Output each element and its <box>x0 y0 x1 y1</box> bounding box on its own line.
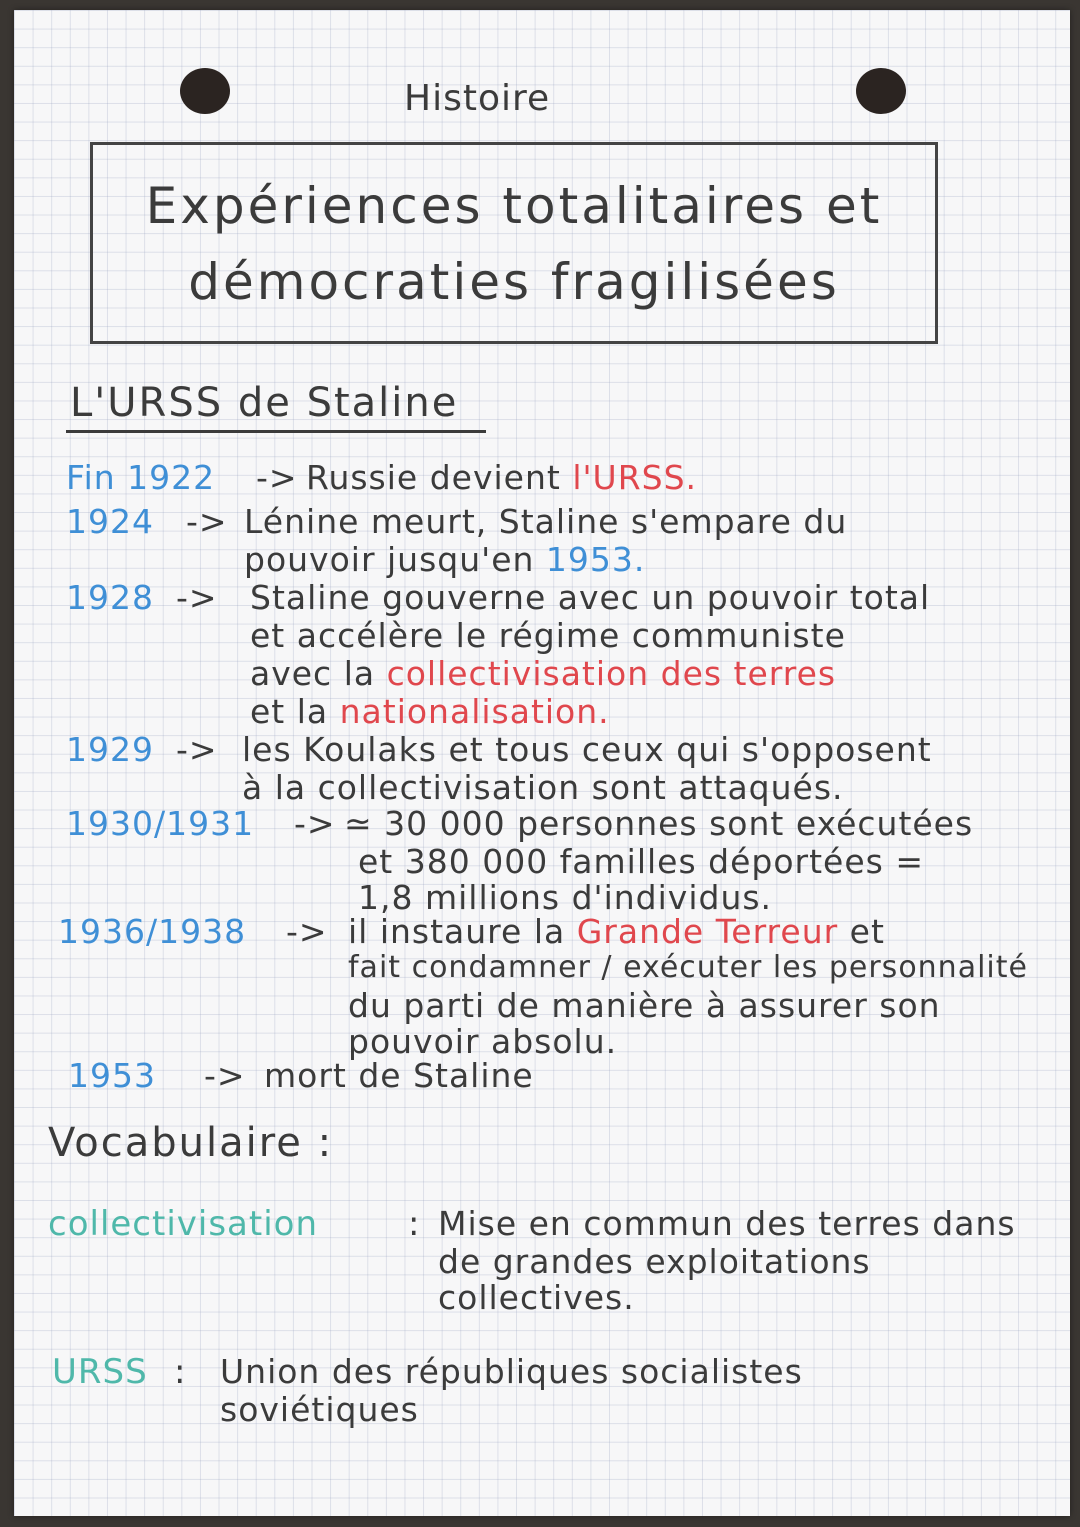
vocab-definition: soviétiques <box>220 1390 419 1429</box>
timeline-text: mort de Staline <box>264 1056 534 1095</box>
vocab-definition: Union des républiques socialistes <box>220 1352 803 1391</box>
highlight-year: 1953. <box>545 540 646 579</box>
title-box <box>90 142 938 344</box>
arrow: -> <box>294 804 336 843</box>
timeline-text: pouvoir jusqu'en 1953. <box>244 540 646 579</box>
timeline-text: les Koulaks et tous ceux qui s'opposent <box>242 730 932 769</box>
title-line-1: Expériences totalitaires et <box>145 177 883 235</box>
timeline-year: 1929 <box>66 730 154 769</box>
timeline-text: et accélère le régime communiste <box>250 616 846 655</box>
highlight-text: collectivisation des terres <box>386 654 837 693</box>
arrow: -> <box>176 730 218 769</box>
timeline-year: 1924 <box>66 502 154 541</box>
timeline-text: et 380 000 familles déportées = <box>358 842 924 881</box>
timeline-text: Lénine meurt, Staline s'empare du <box>244 502 848 541</box>
timeline-year: 1953 <box>68 1056 156 1095</box>
timeline-year: 1928 <box>66 578 154 617</box>
timeline-text: à la collectivisation sont attaqués. <box>242 768 844 807</box>
timeline-text: 1,8 millions d'individus. <box>358 878 773 917</box>
timeline-year: 1936/1938 <box>58 912 247 951</box>
notebook-page <box>14 10 1070 1516</box>
subject-label: Histoire <box>404 78 551 119</box>
timeline-text: il instaure la Grande Terreur et <box>348 912 885 951</box>
vocab-term: collectivisation <box>48 1204 319 1244</box>
timeline-text: fait condamner / exécuter les personnalité <box>348 950 1028 985</box>
section-underline <box>66 430 486 433</box>
arrow: -> <box>186 502 228 541</box>
colon: : <box>174 1352 186 1392</box>
timeline-text: Staline gouverne avec un pouvoir total <box>250 578 931 617</box>
arrow: -> <box>204 1056 246 1095</box>
highlight-text: nationalisation. <box>339 692 610 731</box>
vocabulary-heading: Vocabulaire : <box>48 1120 334 1166</box>
colon: : <box>408 1204 420 1244</box>
timeline-year: Fin 1922 <box>66 458 216 497</box>
timeline-text: avec la collectivisation des terres <box>250 654 837 693</box>
vocab-definition: de grandes exploitations <box>438 1242 871 1281</box>
timeline-year: 1930/1931 <box>66 804 255 843</box>
arrow: -> <box>286 912 328 951</box>
punch-hole <box>856 68 906 114</box>
section-heading: L'URSS de Staline <box>70 380 459 426</box>
timeline-text: Russie devient l'URSS. <box>306 458 698 497</box>
vocab-term: URSS <box>52 1352 148 1392</box>
vocab-definition: Mise en commun des terres dans <box>438 1204 1016 1243</box>
punch-hole <box>180 68 230 114</box>
arrow: -> <box>256 458 298 497</box>
timeline-text: et la nationalisation. <box>250 692 610 731</box>
arrow: -> <box>176 578 218 617</box>
timeline-text: ≃ 30 000 personnes sont exécutées <box>344 804 974 843</box>
highlight-text: l'URSS. <box>572 458 698 497</box>
highlight-text: Grande Terreur <box>576 912 839 951</box>
title-line-2: démocraties fragilisées <box>188 253 840 311</box>
vocab-definition: collectives. <box>438 1278 635 1317</box>
timeline-text: du parti de manière à assurer son <box>348 986 941 1025</box>
timeline-text: pouvoir absolu. <box>348 1022 618 1061</box>
